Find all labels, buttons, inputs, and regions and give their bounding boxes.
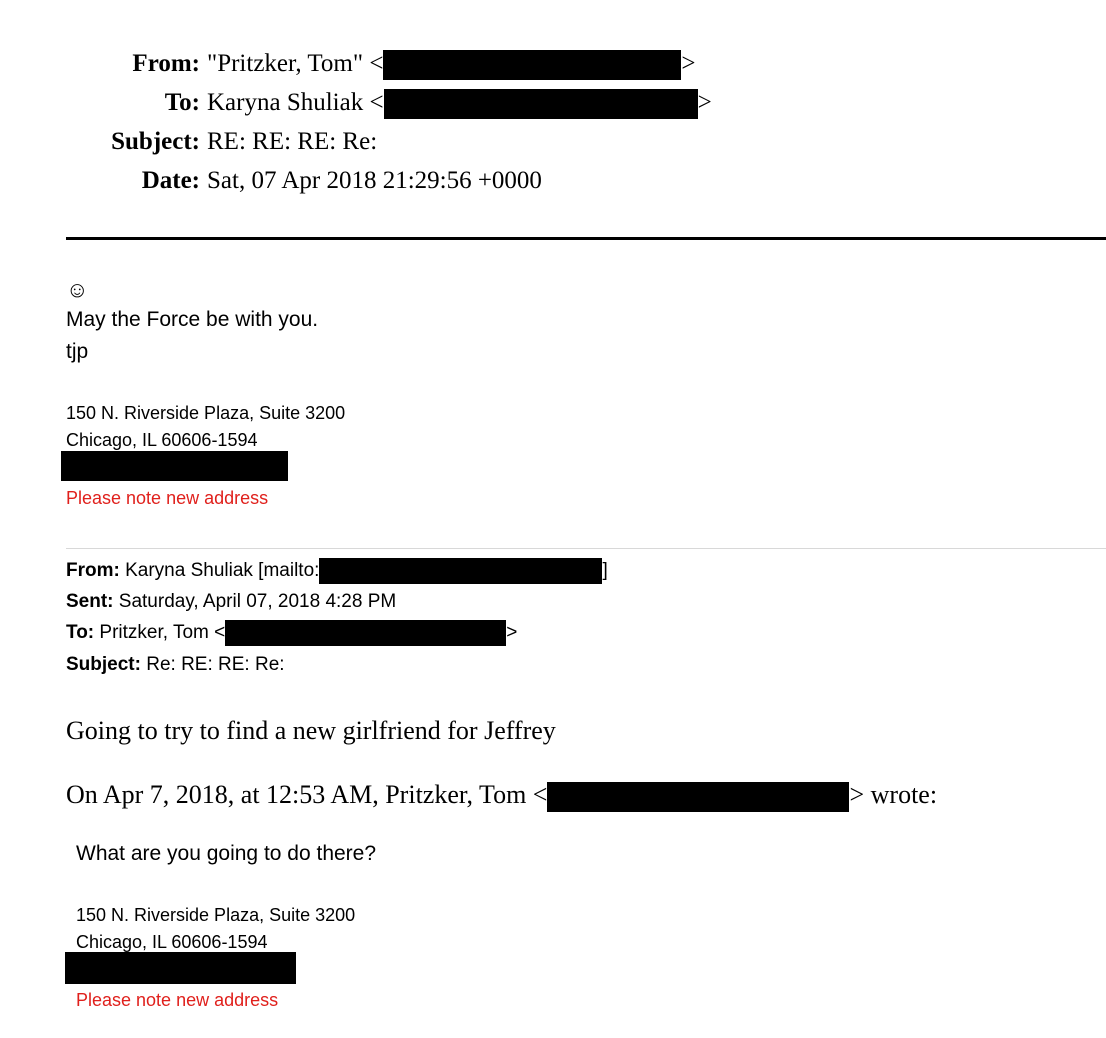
quoted-wrote-line [66, 779, 937, 812]
redaction-box [383, 50, 681, 80]
smiley-icon: ☺ [66, 277, 89, 302]
quoted-message: Going to try to find a new girlfriend for Jeffrey [66, 716, 556, 745]
header-subject-label: Subject: [111, 128, 200, 155]
reply-address-line-2: Chicago, IL 60606-1594 [66, 430, 258, 450]
header-date-value: Sat, 07 Apr 2018 21:29:56 +0000 [207, 167, 542, 194]
reply-signature: tjp [66, 340, 89, 363]
redaction-box [319, 558, 602, 584]
quoted-to-close: > [506, 622, 518, 644]
quoted-sent-value: Saturday, April 07, 2018 4:28 PM [118, 591, 397, 612]
reply-address-line-1: 150 N. Riverside Plaza, Suite 3200 [66, 403, 346, 423]
quoted-address-note: Please note new address [76, 990, 279, 1010]
quoted-question: What are you going to do there? [76, 842, 377, 865]
quoted-from-close: ] [602, 560, 608, 582]
redaction-box [61, 451, 288, 481]
header-from-value [207, 49, 696, 80]
quoted-sent-label: Sent: [66, 591, 114, 612]
quote-divider [66, 548, 1106, 549]
quoted-to-value: Pritzker, Tom < [99, 622, 226, 644]
reply-line-1: May the Force be with you. [66, 308, 319, 331]
quoted-to-label: To: [66, 622, 95, 644]
redaction-box [384, 89, 698, 119]
header-date-label: Date: [141, 167, 200, 194]
quoted-from-value: Karyna Shuliak [mailto: [125, 560, 320, 582]
quoted-to-row [66, 620, 517, 646]
reply-address-note: Please note new address [66, 488, 269, 508]
quoted-wrote-prefix: On Apr 7, 2018, at 12:53 AM, Pritzker, Tom < [66, 780, 548, 809]
quoted-subject-row [66, 652, 285, 678]
quoted-address-line-1: 150 N. Riverside Plaza, Suite 3200 [76, 905, 356, 925]
redaction-box [225, 620, 506, 646]
header-from-label: From: [132, 50, 200, 77]
header-from-name: "Pritzker, Tom" < [207, 50, 384, 77]
quoted-subject-label: Subject: [66, 654, 141, 675]
header-to-value [207, 88, 712, 119]
quoted-sent-row [66, 589, 396, 615]
quoted-wrote-suffix: > wrote: [849, 780, 938, 809]
header-to-label: To: [164, 89, 200, 116]
header-from-close: > [681, 50, 696, 77]
header-to-name: Karyna Shuliak < [207, 89, 384, 116]
quoted-address-line-2: Chicago, IL 60606-1594 [76, 932, 268, 952]
quoted-from-label: From: [66, 560, 120, 582]
redaction-box [65, 952, 296, 984]
redaction-box [547, 782, 849, 812]
quoted-subject-value: Re: RE: RE: Re: [146, 654, 285, 675]
quoted-from-row [66, 558, 608, 584]
header-divider [66, 237, 1106, 240]
header-to-close: > [697, 89, 712, 116]
header-subject-value: RE: RE: RE: Re: [207, 128, 378, 155]
